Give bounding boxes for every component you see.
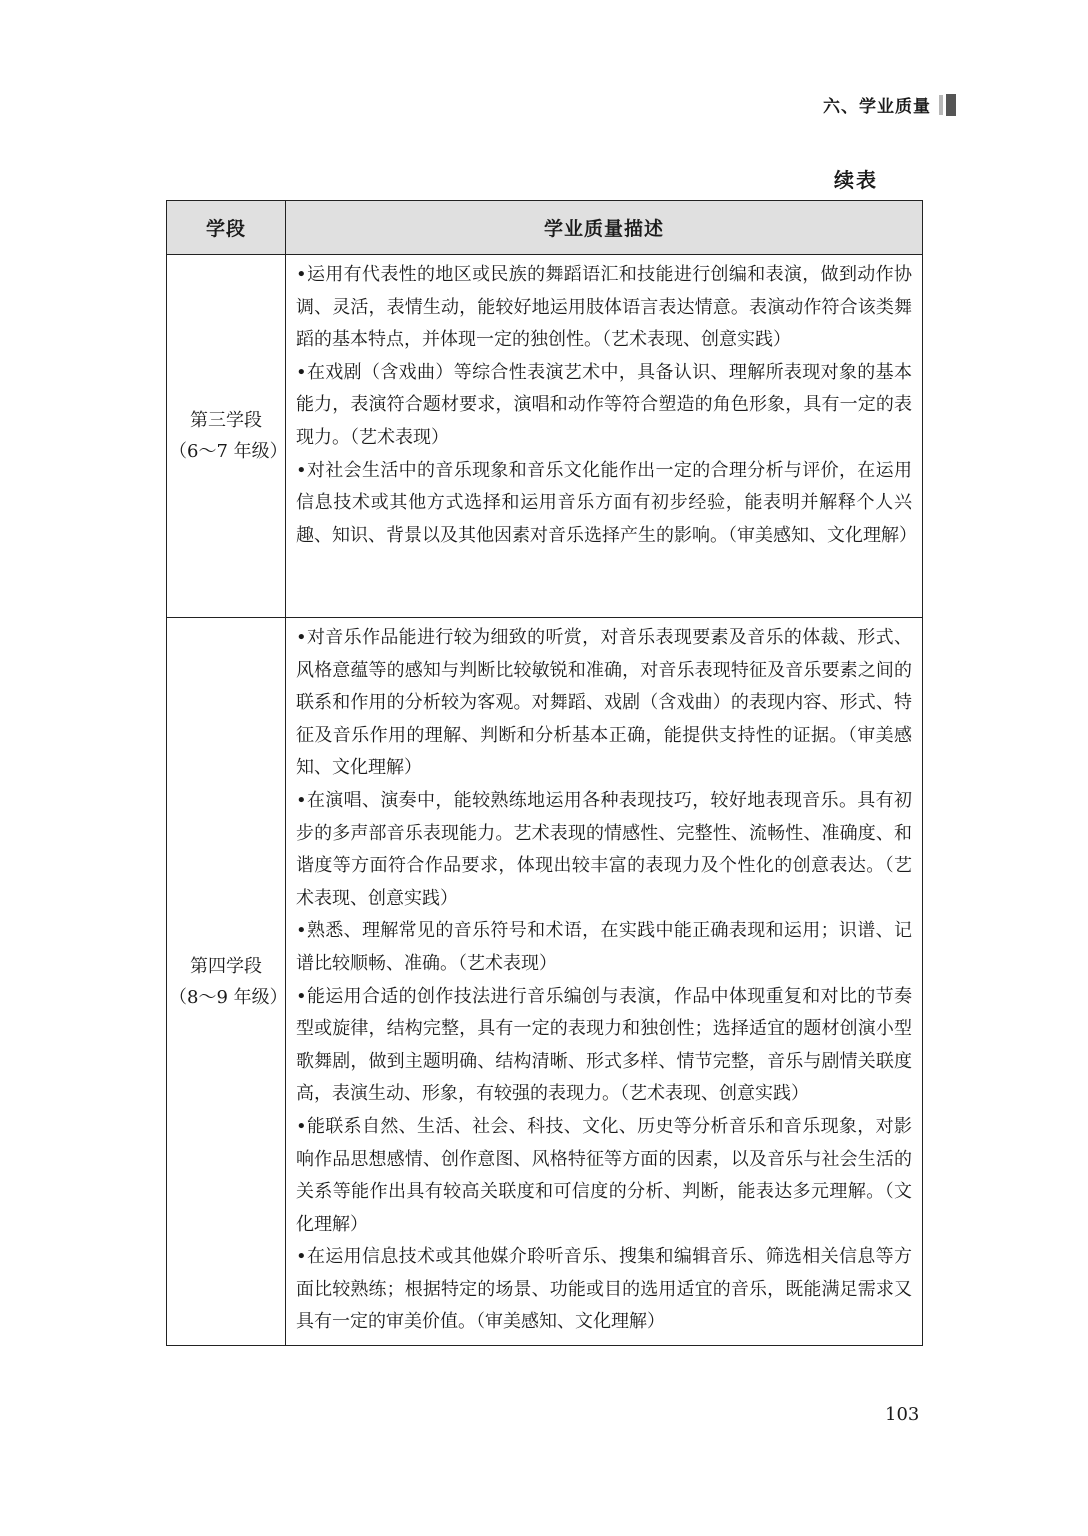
description-item: •在演唱、演奏中，能较熟练地运用各种表现技巧，较好地表现音乐。具有初步的多声部音乐表现能力。艺术表现的情感性、完整性、流畅性、准确度、和谐度等方面符合作品要求，体现出较丰富的表现力及个性化的创意表达。（艺术表现、创意实践） (296, 789, 912, 909)
stage-name: 第三学段 (190, 410, 262, 431)
description-item: •对音乐作品能进行较为细致的听赏，对音乐表现要素及音乐的体裁、形式、风格意蕴等的感知与判断比较敏锐和准确，对音乐表现特征及音乐要素之间的联系和作用的分析较为客观。对舞蹈、戏剧（含戏曲）的表现内容、形式、特征及音乐作用的理解、判断和分析基本正确，能提供支持性的证据。（审美感知、文化理解） (296, 627, 912, 779)
stage-grade: （6～7 年级） (169, 441, 288, 462)
table-header-row (167, 201, 923, 255)
description-item: •能运用合适的创作技法进行音乐编创与表演，作品中体现重复和对比的节奏型或旋律，结构完整，具有一定的表现力和独创性；选择适宜的题材创演小型歌舞剧，做到主题明确、结构清晰、形式多样、情节完整，音乐与剧情关联度高，表演生动、形象，有较强的表现力。（艺术表现、创意实践） (296, 985, 912, 1105)
running-header (823, 92, 956, 117)
description-item: •对社会生活中的音乐现象和音乐文化能作出一定的合理分析与评价，在运用信息技术或其他方式选择和运用音乐方面有初步经验，能表明并解释个人兴趣、知识、背景以及其他因素对音乐选择产生的影响。（审美感知、文化理解） (296, 459, 917, 546)
header-bar-icon (939, 94, 956, 116)
page-number: 103 (885, 1404, 920, 1425)
description-cell (286, 255, 923, 618)
table-row (167, 255, 923, 618)
header-description: 学业质量描述 (286, 201, 923, 255)
header-stage: 学段 (167, 201, 286, 255)
description-item: •在运用信息技术或其他媒介聆听音乐、搜集和编辑音乐、筛选相关信息等方面比较熟练；根据特定的场景、功能或目的选用适宜的音乐，既能满足需求又具有一定的审美价值。（审美感知、文化理解） (296, 1246, 912, 1333)
description-item: •熟悉、理解常见的音乐符号和术语，在实践中能正确表现和运用；识谱、记谱比较顺畅、准确。（艺术表现） (296, 920, 912, 974)
stage-cell (167, 618, 286, 1346)
quality-table (166, 200, 923, 1346)
stage-grade: （8～9 年级） (169, 986, 288, 1008)
stage-cell (167, 255, 286, 618)
table-row (167, 618, 923, 1346)
description-item: •在戏剧（含戏曲）等综合性表演艺术中，具备认识、理解所表现对象的基本能力，表演符合题材要求，演唱和动作等符合塑造的角色形象，具有一定的表现力。（艺术表现） (296, 361, 912, 448)
section-title: 六、学业质量 (823, 97, 931, 117)
continued-label: 续表 (834, 168, 878, 192)
stage-name: 第四学段 (190, 955, 262, 977)
description-cell (286, 618, 923, 1346)
description-item: •能联系自然、生活、社会、科技、文化、历史等分析音乐和音乐现象，对影响作品思想感情、创作意图、风格特征等方面的因素，以及音乐与社会生活的关系等能作出具有较高关联度和可信度的分析、判断，能表达多元理解。（文化理解） (296, 1115, 912, 1235)
description-item: •运用有代表性的地区或民族的舞蹈语汇和技能进行创编和表演，做到动作协调、灵活，表情生动，能较好地运用肢体语言表达情意。表演动作符合该类舞蹈的基本特点，并体现一定的独创性。（艺术表现、创意实践） (296, 264, 912, 351)
